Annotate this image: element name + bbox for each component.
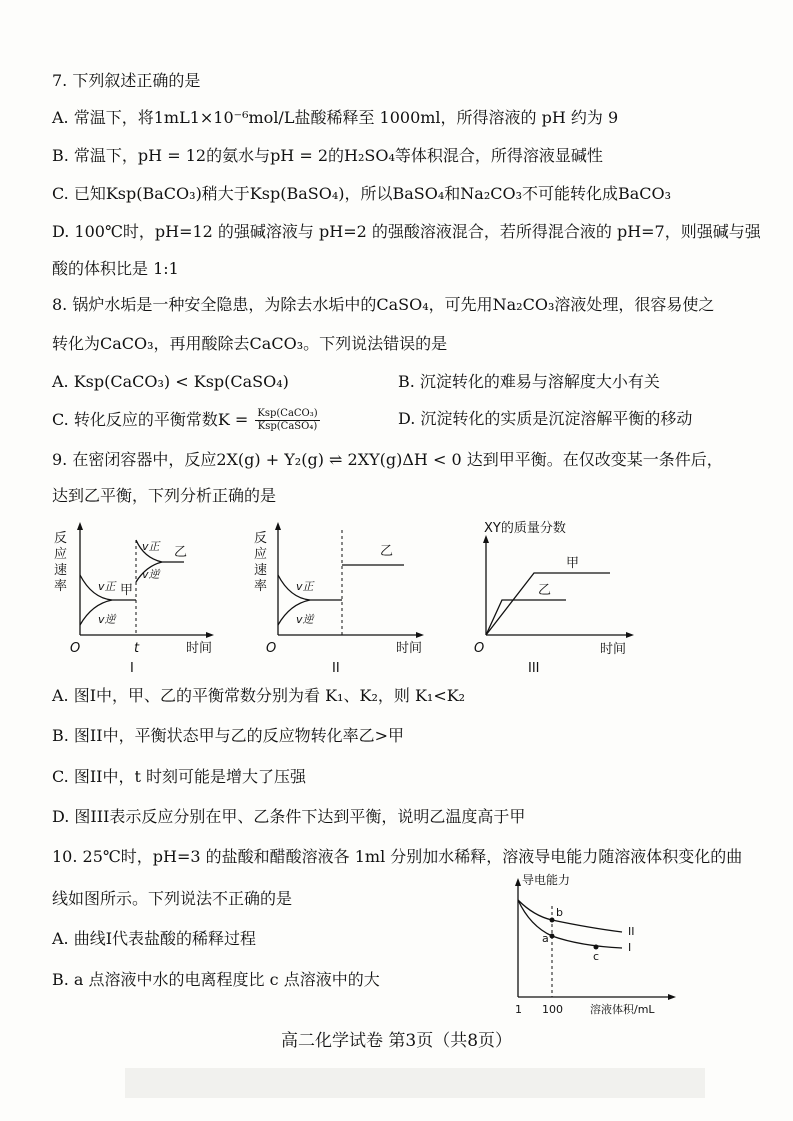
graph3-yi-label: 乙	[538, 583, 552, 598]
q10-stem-line2: 线如图所示。下列说法不正确的是	[52, 889, 293, 908]
q10-label-curve-I: I	[628, 941, 632, 954]
graph2-ylabel-2: 应	[254, 547, 268, 562]
graph2-ylabel-4: 率	[254, 579, 268, 594]
graph1-jia-label: 甲	[120, 583, 134, 598]
q8-option-c-prefix: C. 转化反应的平衡常数K =	[52, 410, 249, 429]
graph-2	[252, 520, 432, 680]
graph2-xlabel: 时间	[396, 641, 423, 656]
q8-option-b: B. 沉淀转化的难易与溶解度大小有关	[398, 372, 660, 391]
graph3-origin: O	[474, 641, 485, 656]
q10-graph-y-arrow	[515, 878, 521, 886]
q8-option-d: D. 沉淀转化的实质是沉淀溶解平衡的移动	[398, 409, 693, 428]
q8-fraction	[255, 408, 319, 433]
graph2-origin: O	[266, 641, 277, 656]
q7-option-a: A. 常温下，将1mL1×10⁻⁶mol/L盐酸稀释至 1000ml，所得溶液的 pH 约为 9	[52, 108, 619, 127]
q8-fraction-denominator: Ksp(CaSO₄)	[257, 421, 318, 432]
graph1-origin: O	[70, 641, 81, 656]
q7-option-b: B. 常温下，pH = 12的氨水与pH = 2的H₂SO₄等体积混合，所得溶液显碱性	[52, 146, 603, 165]
graph3-y-arrow	[483, 535, 489, 543]
graph3-ylabel: XY的质量分数	[484, 521, 566, 536]
graph1-v-ni-label: v逆	[98, 613, 116, 626]
graph2-yi-label: 乙	[380, 544, 394, 559]
q9-option-b: B. 图II中，平衡状态甲与乙的反应物转化率乙>甲	[52, 726, 404, 745]
q8-fraction-numerator: Ksp(CaCO₃)	[257, 408, 318, 419]
graph3-caption: III	[528, 661, 540, 676]
graph1-caption: I	[130, 661, 134, 676]
q8-option-a: A. Ksp(CaCO₃) < Ksp(CaSO₄)	[52, 372, 289, 391]
graph1-v-zheng2-label: v正	[142, 540, 160, 553]
q9-stem-line1: 9. 在密闭容器中，反应2X(g) + Y₂(g) ⇌ 2XY(g)ΔH < 0 达到甲平衡。在仅改变某一条件后，	[52, 450, 723, 469]
q10-x-tick-1: 1	[515, 1003, 522, 1016]
graph3-jia-label: 甲	[566, 556, 580, 571]
graph2-x-arrow	[416, 632, 424, 638]
q10-label-a: a	[542, 932, 549, 945]
page-footer: 高二化学试卷 第3页（共8页）	[280, 1031, 513, 1051]
q10-label-curve-II: II	[628, 925, 635, 938]
q9-option-d: D. 图III表示反应分别在甲、乙条件下达到平衡，说明乙温度高于甲	[52, 807, 526, 826]
graph-3	[462, 516, 642, 680]
q10-option-a: A. 曲线I代表盐酸的稀释过程	[52, 929, 257, 948]
q8-option-c	[52, 408, 320, 433]
graph2-caption: II	[332, 661, 340, 676]
graph3-xlabel: 时间	[600, 642, 627, 657]
q10-graph-x-arrow	[668, 994, 676, 1000]
q10-point-b	[550, 918, 555, 923]
graph3-x-arrow	[626, 632, 634, 638]
bottom-blank-strip	[125, 1068, 705, 1098]
graph1-yi-label: 乙	[174, 545, 188, 560]
q10-curve-II	[518, 900, 622, 932]
q8-stem-line1: 8. 锅炉水垢是一种安全隐患，为除去水垢中的CaSO₄，可先用Na₂CO₃溶液处理，很容易使之	[52, 295, 715, 314]
q10-point-a	[550, 934, 555, 939]
graph2-y-arrow	[275, 522, 281, 530]
q10-option-b: B. a 点溶液中水的电离程度比 c 点溶液中的大	[52, 970, 380, 989]
graph1-v-zheng-label: v正	[98, 580, 116, 593]
graph1-x-arrow	[206, 632, 214, 638]
graph2-ylabel-1: 反	[254, 531, 268, 546]
q7-option-d-line1: D. 100℃时，pH=12 的强碱溶液与 pH=2 的强酸溶液混合，若所得混合液的 pH=7，则强碱与强	[52, 222, 761, 241]
graph-1	[52, 520, 222, 680]
graph1-ylabel-1: 反	[54, 531, 68, 546]
graph2-v-zheng-label: v正	[296, 580, 314, 593]
graph1-ylabel-3: 速	[54, 563, 68, 578]
graph2-ylabel-3: 速	[254, 563, 268, 578]
q10-graph-xlabel: 溶液体积/mL	[590, 1003, 655, 1016]
q7-option-c: C. 已知Ksp(BaCO₃)稍大于Ksp(BaSO₄)，所以BaSO₄和Na₂CO₃不可能转化成BaCO₃	[52, 184, 672, 203]
q10-label-c: c	[593, 950, 600, 963]
graph1-xlabel: 时间	[186, 641, 213, 656]
q7-stem: 7. 下列叙述正确的是	[52, 71, 201, 90]
q10-x-tick-100: 100	[542, 1003, 563, 1016]
graph3-yi-curve	[486, 600, 566, 635]
graph1-t-label: t	[134, 641, 140, 656]
graph2-v-ni-label: v逆	[296, 613, 314, 626]
q9-stem-line2: 达到乙平衡，下列分析正确的是	[52, 486, 277, 505]
q10-graph-ylabel: 导电能力	[522, 873, 571, 887]
q9-option-c: C. 图II中，t 时刻可能是增大了压强	[52, 767, 307, 786]
graph1-ylabel-4: 率	[54, 579, 68, 594]
q10-label-b: b	[556, 906, 563, 919]
q10-stem-line1: 10. 25℃时，pH=3 的盐酸和醋酸溶液各 1ml 分别加水稀释，溶液导电能力随溶液体积变化的曲	[52, 847, 743, 866]
q8-stem-line2: 转化为CaCO₃，再用酸除去CaCO₃。下列说法错误的是	[52, 334, 448, 353]
q10-point-c	[594, 945, 599, 950]
q9-option-a: A. 图I中，甲、乙的平衡常数分别为看 K₁、K₂，则 K₁<K₂	[52, 686, 466, 705]
graph1-v-ni2-label: v逆	[142, 568, 160, 581]
graph1-ylabel-2: 应	[54, 547, 68, 562]
graph-q10	[500, 870, 680, 1020]
q7-option-d-line2: 酸的体积比是 1:1	[52, 259, 179, 278]
graph1-y-arrow	[77, 522, 83, 530]
